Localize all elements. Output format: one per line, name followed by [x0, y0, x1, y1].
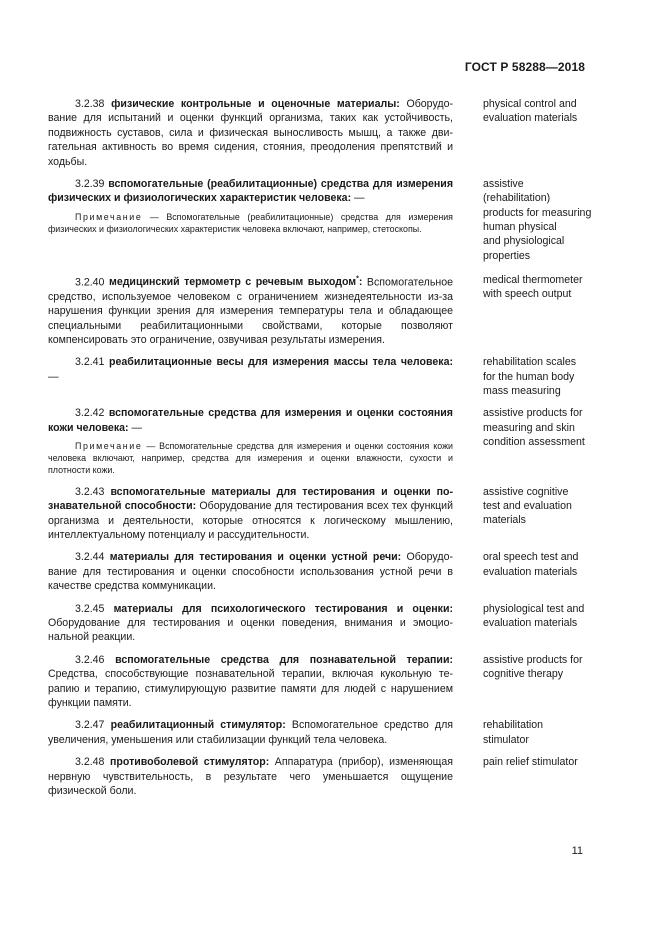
term-text: Оборудование для тестирования и оценки способности использования устной речи в качестве средства коммуникации.: [48, 551, 453, 593]
page-number: 11: [571, 845, 583, 857]
term-definition-ru: [48, 355, 453, 398]
term-definition-ru: [48, 273, 453, 348]
term-name: вспомогательные (реабилитационные) средства для измерения физических и физиологических характеристик человека:: [48, 178, 453, 205]
term-definition-ru: [48, 97, 453, 169]
term-number: 3.2.39: [75, 178, 105, 191]
term-entry: [48, 718, 608, 747]
term-definition-ru: [48, 406, 453, 476]
note-text: — Вспомогательные (реабилитационные) средства для измерения физических и физиологических характеристик человека включают, например, стетоскопы.: [48, 211, 453, 235]
term-entry: [48, 485, 608, 543]
term-english: assistive products for cognitive therapy: [483, 653, 583, 681]
term-english: rehabilitation stimulator: [483, 719, 544, 746]
note-label: Примечание: [75, 211, 143, 222]
note-label: Примечание: [75, 441, 143, 452]
term-entry: [48, 177, 608, 263]
term-definition-ru: [48, 653, 453, 711]
term-text: Аппаратура (прибор), изменяющая нервную чувствительность, в результате чего уменьшается ощущение физической боли.: [48, 756, 454, 797]
term-number: 3.2.40: [75, 276, 105, 289]
term-entry: [48, 550, 608, 593]
term-name: реабилитационный стимулятор:: [110, 719, 286, 732]
term-entries: [48, 97, 608, 806]
term-number: 3.2.43: [75, 485, 105, 498]
term-name: материалы для психологического тестирования и оценки:: [113, 602, 453, 615]
term-text: Вспомогательное средство для увеличения, уменьшения или стабилизации функций тела человека.: [48, 719, 453, 746]
term-number: 3.2.46: [75, 653, 105, 666]
term-english: rehabilitation scales for the human body mass measuring: [483, 356, 577, 397]
term-text: Оборудование для тестирования всех тех функций организма и деятельности, которые относятся к логическому мышлению, интеллектуальному потенциалу и рассудительности.: [48, 500, 453, 541]
term-text: —: [351, 192, 365, 205]
term-text: —: [48, 370, 59, 383]
term-name: вспомогательные материалы для тестирования и оценки познавательной способности:: [48, 485, 453, 513]
term-number: 3.2.38: [75, 98, 105, 110]
term-entry: [48, 97, 608, 169]
term-definition-ru: [48, 485, 453, 543]
term-english: pain relief stimulator: [483, 756, 578, 769]
term-note: [48, 211, 453, 235]
term-text: Вспомогательное средство, используемое человеком с ограничением жизнедеятельности из-за нарушения функции зрения для измерения температуры тела и обладающее специальными реабилитационными свойствами, которые позволяют компенсировать это ограничение, озвучивая результаты измерения.: [48, 276, 453, 346]
term-number: 3.2.44: [75, 551, 105, 564]
term-english: oral speech test and evaluation materials: [483, 551, 579, 578]
term-text: —: [128, 421, 143, 434]
standard-id: ГОСТ Р 58288—2018: [464, 60, 585, 74]
term-definition-ru: [48, 602, 453, 645]
term-name: вспомогательные средства для познавательной терапии:: [115, 653, 453, 666]
term-entry: [48, 653, 608, 711]
term-name: реабилитационные весы для измерения массы тела человека:: [109, 356, 453, 369]
term-note: [48, 440, 453, 477]
term-definition-ru: [48, 550, 453, 593]
term-definition-ru: [48, 718, 453, 747]
term-name: физические контрольные и оценочные материалы:: [111, 98, 400, 110]
term-text: Оборудование для тестирования и оценки поведения, внимания и эмоциональной реакции.: [48, 616, 453, 644]
term-name: вспомогательные средства для измерения и оценки состояния кожи человека:: [48, 407, 453, 434]
term-colon: :: [358, 276, 363, 289]
term-english: medical thermometer with speech output: [483, 273, 583, 301]
term-number: 3.2.42: [75, 407, 105, 420]
term-number: 3.2.45: [75, 602, 105, 615]
term-number: 3.2.47: [75, 719, 105, 732]
term-english: assistive cognitive test and evaluation materials: [483, 485, 572, 527]
term-text: Средства, способствующие познавательной терапии, включая кукольную терапию и терапию, стимулирующую развитие памяти для людей с нарушением функции памяти.: [48, 668, 453, 709]
term-definition-ru: [48, 177, 453, 263]
term-english: physiological test and evaluation materials: [483, 602, 585, 629]
term-entry: [48, 755, 608, 798]
term-text: Оборудование для испытаний и оценки функций организма, таких как устойчивость, подвижность суставов, сила и физическая выносливость мышц, а также двигательная активность во время сидения, стояния, преодоления препятствий и ходьбы.: [48, 98, 453, 168]
footnote-mark: *: [356, 275, 359, 283]
term-english: assistive products for measuring and skin condition assessment: [483, 407, 585, 448]
term-number: 3.2.41: [75, 356, 105, 369]
term-english: physical control and evaluation materials: [483, 98, 578, 125]
term-entry: [48, 406, 608, 476]
term-name: [109, 276, 362, 288]
term-name: материалы для тестирования и оценки устной речи:: [109, 551, 402, 564]
term-entry: [48, 273, 608, 348]
term-number: 3.2.48: [75, 756, 105, 769]
term-definition-ru: [48, 755, 453, 798]
term-entry: [48, 355, 608, 398]
term-name-text: медицинский термометр с речевым выходом: [108, 276, 357, 289]
term-name: противоболевой стимулятор:: [110, 756, 270, 769]
term-entry: [48, 602, 608, 645]
note-text: — Вспомогательные средства для измерения и оценки состояния кожи человека включают, например, средства для измерения и оценки влажности, сухости и плотности кожи.: [48, 441, 453, 476]
term-english: assistive (rehabilitation) products for measuring human physical and physiological properties: [483, 178, 592, 262]
